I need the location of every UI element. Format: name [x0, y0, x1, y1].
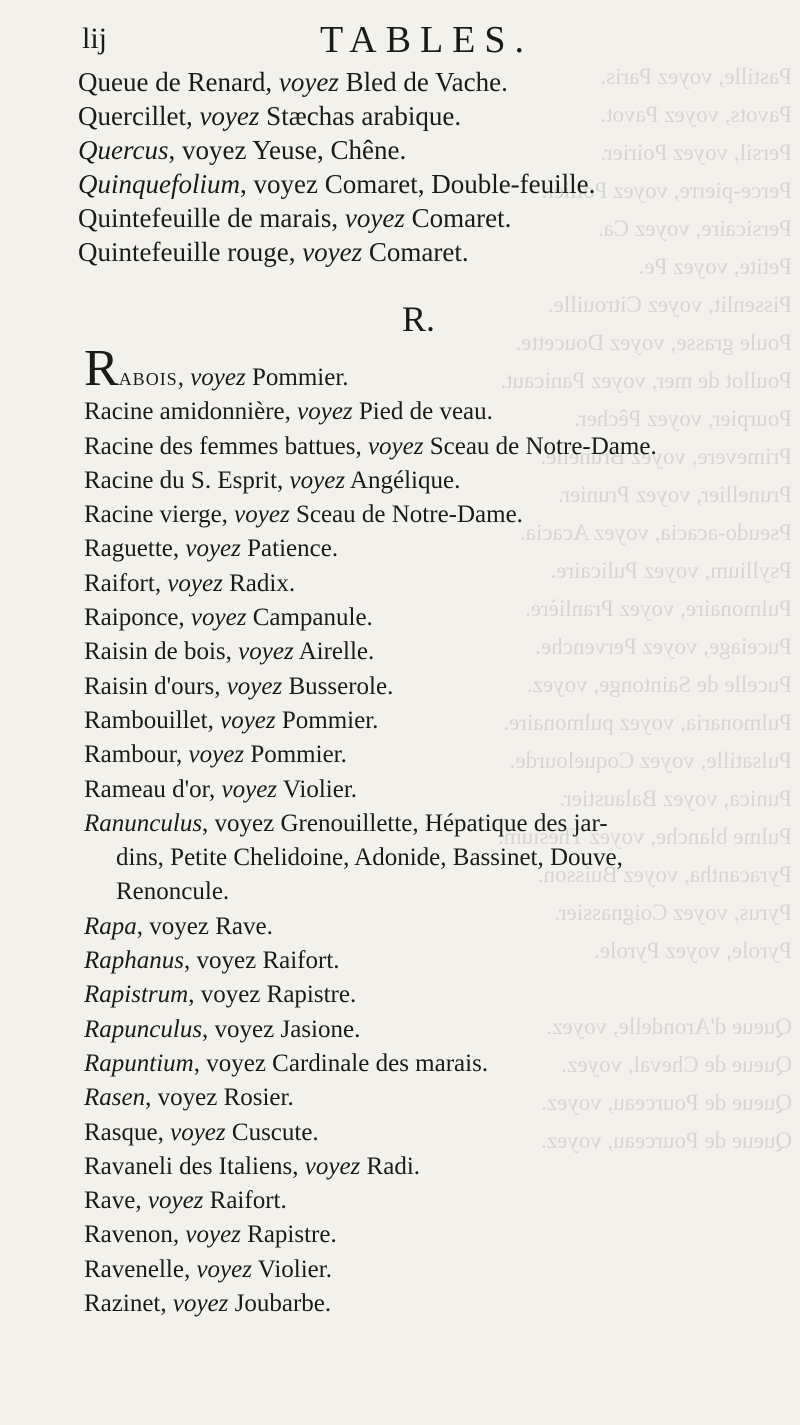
entry-separator: ,	[288, 237, 303, 267]
index-entry-first: Rabois, voyez Pommier.	[84, 340, 349, 397]
index-entry	[84, 1116, 784, 1150]
entry-target: Cardinale des marais.	[265, 1049, 489, 1077]
entry-target: Patience.	[240, 535, 339, 563]
entry-target: Pied de veau.	[352, 398, 493, 426]
voyez-word: voyez	[289, 466, 346, 494]
voyez-word: voyez	[253, 169, 318, 199]
entry-head: Rambour	[84, 741, 177, 769]
voyez-word: voyez	[149, 912, 209, 940]
entry-target: Sceau de Notre-Dame.	[423, 432, 657, 460]
entry-target: Jasione.	[274, 1015, 361, 1043]
entry-head: Rasque	[84, 1118, 158, 1146]
entry-separator: ,	[188, 981, 201, 1009]
entry-separator: ,	[172, 535, 186, 563]
index-entry	[84, 498, 784, 532]
page-header	[82, 18, 760, 62]
entry-head: Rameau d'or	[84, 775, 209, 803]
index-entry	[78, 201, 778, 235]
entry-head: Ravenelle	[84, 1255, 184, 1283]
voyez-word: voyez	[214, 809, 275, 837]
entry-target: Raifort.	[256, 947, 340, 975]
entry-head: Racine vierge	[84, 501, 222, 529]
page-number: lij	[82, 22, 108, 55]
entry-head: Quinquefolium	[78, 169, 240, 199]
entry-head: Raisin d'ours	[84, 672, 215, 700]
entry-target: Radix.	[222, 569, 296, 597]
voyez-word: voyez	[367, 432, 424, 460]
voyez-word: voyez	[190, 604, 247, 632]
entry-target: Sceau de Notre-Dame.	[289, 501, 523, 529]
index-entry	[84, 1047, 784, 1081]
voyez-word: voyez	[278, 67, 339, 97]
entry-separator: ,	[265, 67, 279, 97]
voyez-word: voyez	[172, 1290, 229, 1318]
entry-separator: ,	[331, 203, 345, 233]
voyez-word: voyez	[221, 775, 278, 803]
voyez-word: voyez	[157, 1084, 218, 1112]
voyez-word: voyez	[220, 706, 276, 734]
entry-head: Quercillet	[78, 101, 186, 131]
entry-separator: ,	[292, 1152, 305, 1180]
index-entry	[84, 1081, 784, 1115]
entry-target: Joubarbe.	[228, 1290, 332, 1318]
entry-target: Cuscute.	[225, 1118, 319, 1146]
entry-target: Rapistre.	[260, 981, 357, 1009]
entry-target: Comaret.	[362, 237, 469, 267]
entry-target: Renoncule.	[116, 878, 230, 906]
index-entry	[84, 944, 784, 978]
voyez-word: voyez	[196, 947, 257, 975]
entry-target: Violier.	[251, 1255, 332, 1283]
voyez-word: voyez	[147, 1187, 204, 1215]
entry-separator: ,	[202, 809, 215, 837]
voyez-word: voyez	[297, 398, 353, 426]
entry-target: Rave.	[208, 912, 273, 940]
entry-separator: ,	[207, 706, 221, 734]
index-entry	[78, 235, 778, 269]
voyez-word: voyez	[214, 1015, 275, 1043]
entry-head: Quintefeuille de marais	[78, 203, 332, 233]
entry-head: Rapunculus	[84, 1015, 203, 1043]
entry-separator: ,	[176, 741, 189, 769]
index-entry	[84, 430, 784, 464]
voyez-word: voyez	[206, 1049, 266, 1077]
index-entry	[84, 670, 784, 704]
index-entry	[84, 1287, 784, 1321]
voyez-word: voyez	[234, 501, 290, 529]
entry-target: Stæchas arabique.	[259, 101, 462, 131]
entry-head: Quercus	[78, 135, 169, 165]
entry-separator: ,	[209, 775, 222, 803]
index-entry	[84, 1184, 784, 1218]
entry-head: Rave	[84, 1187, 136, 1215]
entry-target: Violier.	[277, 775, 358, 803]
index-entry	[84, 601, 784, 635]
entry-head: Rapuntium	[84, 1049, 194, 1077]
entry-separator: ,	[214, 672, 227, 700]
index-entry	[84, 464, 784, 498]
entry-separator: ,	[221, 501, 235, 529]
entry-head: Rapistrum	[84, 981, 189, 1009]
entry-separator: ,	[157, 1118, 171, 1146]
entry-separator: ,	[202, 1015, 215, 1043]
entry-target: Bled de Vache.	[338, 67, 508, 97]
voyez-word: voyez	[190, 364, 246, 391]
entry-head: Razinet	[84, 1290, 161, 1318]
entry-target: Rapistre.	[240, 1221, 337, 1249]
entry-target: Airelle.	[293, 638, 375, 666]
entry-separator: ,	[225, 638, 239, 666]
entry-separator: ,	[193, 1049, 207, 1077]
page-title: TABLES.	[320, 19, 534, 61]
index-entry	[84, 567, 784, 601]
voyez-word: voyez	[188, 741, 245, 769]
entry-head: Racine amidonnière	[84, 398, 285, 426]
entry-target: Angélique.	[345, 466, 461, 494]
index-entry	[84, 704, 784, 738]
index-entry	[84, 1150, 784, 1184]
drop-cap: R	[84, 340, 119, 397]
entry-separator: ,	[136, 912, 150, 940]
entry-head: Racine des femmes battues	[84, 432, 356, 460]
index-entry-continuation	[84, 841, 784, 875]
index-entry	[78, 167, 778, 201]
bleed-through-decoration: Pastille, voyez Paris. Pavots, voyez Pavot. Persil, voyez Poirier. Perce-pierre, voyez Pollier. Persicaire, voyez Ca. Petite, voyez Pe. Pissenlit, voyez Citrouille. Poule grasse, voyez Doucette. Poullot de mer, voyez Panicaut. Pourpier, voyez Pêcher. Primevere, voyez Brunelle. Prunellier, voyez Prunier. Pseudo-acacia, voyez Acacia. Psyllium, voyez Pulicaire. Pulmonaire, voyez Pranlière. Puceiage, voyez Pervenche. Pucelle de Saintonge, voyez. Pulmonaria, voyez pulmonaire. Pulsatille, voyez Coquelourde. Punica, voyez Balaustier. Pulme blanche, voyez Thesium. Pyracantha, voyez Buisson. Pyrus, voyez Coignassier. Pyrole, voyez Pyrole. Queue d'Arondelle, voyez. Queue de Cheval, voyez. Queue de Pourceau, voyez. Queue de Pourceau, voyez.	[497, 64, 792, 1153]
voyez-word: voyez	[200, 981, 261, 1009]
index-entry	[84, 395, 784, 429]
entry-separator: ,	[160, 1290, 173, 1318]
entry-target: Raifort.	[203, 1187, 287, 1215]
entry-target: Yeuse, Chêne.	[246, 135, 407, 165]
entry-head: Rambouillet	[84, 706, 208, 734]
index-entry	[84, 635, 784, 669]
index-entry	[84, 773, 784, 807]
entry-head: Raisin de bois	[84, 638, 226, 666]
index-entry	[78, 133, 778, 167]
entry-target: Comaret.	[404, 203, 512, 233]
entry-head: Rasen	[84, 1084, 146, 1112]
entry-target: Busserole.	[282, 672, 394, 700]
entry-head: Raiponce	[84, 604, 179, 632]
entry-separator: ,	[178, 604, 191, 632]
index-entry	[84, 978, 784, 1012]
index-entry	[78, 65, 778, 99]
entry-target: Radi.	[360, 1152, 421, 1180]
section-letter: R.	[402, 299, 436, 339]
r-entries-list	[84, 340, 784, 1321]
voyez-word: voyez	[302, 237, 363, 267]
voyez-word: voyez	[304, 1152, 361, 1180]
voyez-word: voyez	[181, 135, 247, 165]
voyez-word: voyez	[170, 1118, 226, 1146]
index-entry	[84, 1218, 784, 1252]
entry-separator: ,	[183, 1255, 197, 1283]
index-entry	[84, 1013, 784, 1047]
voyez-word: voyez	[344, 203, 405, 233]
entry-separator: ,	[355, 432, 368, 460]
entry-head: abois	[118, 364, 178, 391]
q-entries-list	[78, 65, 778, 269]
entry-target: Grenouillette, Hépatique des jar-	[274, 809, 608, 837]
entry-target: Rosier.	[217, 1084, 294, 1112]
entry-separator: ,	[135, 1187, 148, 1215]
voyez-word: voyez	[199, 101, 260, 131]
entry-target: Campanule.	[246, 604, 373, 632]
entry-separator: ,	[145, 1084, 158, 1112]
entry-head: Ranunculus	[84, 809, 203, 837]
entry-head: Racine du S. Esprit	[84, 466, 278, 494]
entry-head: Quintefeuille rouge	[78, 237, 289, 267]
entry-separator: ,	[240, 169, 254, 199]
voyez-word: voyez	[238, 638, 294, 666]
entry-head: Queue de Renard	[78, 67, 266, 97]
entry-separator: ,	[277, 466, 290, 494]
entry-head: Rapa	[84, 912, 137, 940]
entry-head: Raphanus	[84, 947, 184, 975]
entry-separator: ,	[154, 569, 168, 597]
entry-separator: ,	[172, 1221, 186, 1249]
index-entry	[78, 99, 778, 133]
voyez-word: voyez	[185, 535, 241, 563]
voyez-word: voyez	[196, 1255, 252, 1283]
entry-head: Ravenon	[84, 1221, 173, 1249]
index-entry	[84, 532, 784, 566]
index-entry-continuation	[84, 875, 784, 909]
entry-target: Pommier.	[245, 364, 349, 391]
entry-head: Raifort	[84, 569, 155, 597]
entry-separator: ,	[184, 947, 197, 975]
entry-separator: ,	[185, 101, 200, 131]
index-entry	[84, 807, 784, 841]
entry-head: Raguette	[84, 535, 173, 563]
entry-separator: ,	[168, 135, 182, 165]
entry-target: Pommier.	[244, 741, 347, 769]
index-entry	[84, 738, 784, 772]
entry-target: Pommier.	[275, 706, 379, 734]
voyez-word: voyez	[185, 1221, 241, 1249]
voyez-word: voyez	[167, 569, 223, 597]
voyez-word: voyez	[226, 672, 283, 700]
entry-separator: ,	[284, 398, 298, 426]
index-entry	[84, 910, 784, 944]
index-entry	[84, 1253, 784, 1287]
entry-target: dins, Petite Chelidoine, Adonide, Bassinet, Douve,	[116, 844, 623, 872]
entry-target: Comaret, Double-feuille.	[317, 169, 596, 199]
entry-head: Ravaneli des Italiens	[84, 1152, 293, 1180]
